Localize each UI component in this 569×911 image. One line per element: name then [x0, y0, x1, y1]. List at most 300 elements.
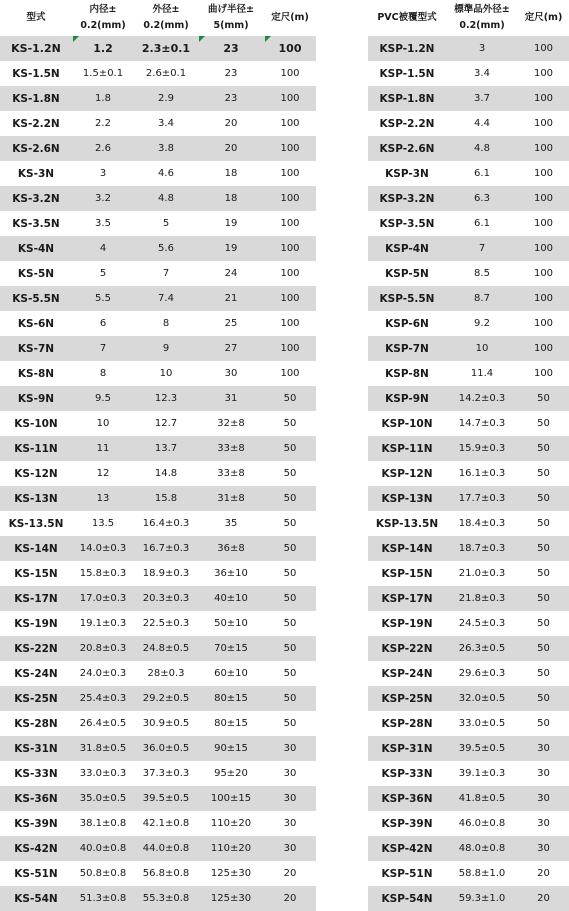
- pvc-model-cell: KSP-3.2N: [368, 186, 446, 211]
- pvc-model-cell: KSP-36N: [368, 786, 446, 811]
- bend-radius-cell: 23: [198, 61, 264, 86]
- standard-outer-diameter-cell: 9.2: [446, 311, 518, 336]
- pvc-model-cell: KSP-11N: [368, 436, 446, 461]
- length-cell: 100: [264, 61, 316, 86]
- model-cell: KS-11N: [0, 436, 72, 461]
- length-cell: 100: [518, 286, 569, 311]
- table-row: [368, 286, 569, 311]
- table-row: [0, 286, 316, 311]
- model-cell: KS-54N: [0, 886, 72, 911]
- length-cell: 100: [518, 136, 569, 161]
- table-row: [368, 611, 569, 636]
- length-cell: 50: [518, 461, 569, 486]
- pvc-model-cell: KSP-10N: [368, 411, 446, 436]
- length-cell: 100: [518, 36, 569, 61]
- length-cell: 100: [264, 136, 316, 161]
- table-row: [0, 886, 316, 911]
- length-cell: 100: [518, 111, 569, 136]
- inner-diameter-cell: 19.1±0.3: [72, 611, 134, 636]
- standard-outer-diameter-cell: 21.0±0.3: [446, 561, 518, 586]
- table-row: [368, 211, 569, 236]
- length-cell: 100: [264, 311, 316, 336]
- model-cell: KS-13N: [0, 486, 72, 511]
- bend-radius-cell: 35: [198, 511, 264, 536]
- table-row: [368, 161, 569, 186]
- pvc-model-cell: KSP-1.2N: [368, 36, 446, 61]
- pvc-model-cell: KSP-31N: [368, 736, 446, 761]
- table-header-row: [368, 0, 569, 36]
- table-row: [368, 36, 569, 61]
- outer-diameter-cell: 42.1±0.8: [134, 811, 198, 836]
- pvc-model-cell: KSP-6N: [368, 311, 446, 336]
- model-cell: KS-2.6N: [0, 136, 72, 161]
- model-cell: KS-4N: [0, 236, 72, 261]
- model-cell: KS-22N: [0, 636, 72, 661]
- bend-radius-cell: 21: [198, 286, 264, 311]
- bend-radius-cell: 80±15: [198, 711, 264, 736]
- outer-diameter-cell: 20.3±0.3: [134, 586, 198, 611]
- bend-radius-cell: 31: [198, 386, 264, 411]
- table-row: [368, 386, 569, 411]
- length-cell: 50: [264, 461, 316, 486]
- length-cell: 50: [264, 636, 316, 661]
- model-cell: KS-36N: [0, 786, 72, 811]
- table-row: [0, 761, 316, 786]
- model-cell: KS-12N: [0, 461, 72, 486]
- table-row: [0, 311, 316, 336]
- table-row: [0, 111, 316, 136]
- table-row: [368, 236, 569, 261]
- pvc-model-cell: KSP-39N: [368, 811, 446, 836]
- standard-outer-diameter-cell: 6.1: [446, 211, 518, 236]
- model-cell: KS-8N: [0, 361, 72, 386]
- table-row: [368, 536, 569, 561]
- inner-diameter-cell: 40.0±0.8: [72, 836, 134, 861]
- model-cell: KS-39N: [0, 811, 72, 836]
- length-cell: 100: [518, 161, 569, 186]
- model-cell: KS-1.8N: [0, 86, 72, 111]
- length-cell: 50: [518, 586, 569, 611]
- model-cell: KS-14N: [0, 536, 72, 561]
- length-cell: 100: [518, 336, 569, 361]
- table-row: [0, 611, 316, 636]
- bend-radius-cell: 33±8: [198, 461, 264, 486]
- length-cell: 50: [518, 436, 569, 461]
- length-cell: 50: [264, 686, 316, 711]
- length-cell: 50: [264, 611, 316, 636]
- length-cell: 50: [264, 411, 316, 436]
- model-cell: KS-1.2N: [0, 36, 72, 61]
- standard-outer-diameter-cell: 4.4: [446, 111, 518, 136]
- pvc-model-cell: KSP-12N: [368, 461, 446, 486]
- bend-radius-cell: 23: [198, 86, 264, 111]
- bend-radius-cell: 95±20: [198, 761, 264, 786]
- model-cell: KS-1.5N: [0, 61, 72, 86]
- table-row: [0, 386, 316, 411]
- table-row: [368, 811, 569, 836]
- inner-diameter-cell: 35.0±0.5: [72, 786, 134, 811]
- inner-diameter-cell: 26.4±0.5: [72, 711, 134, 736]
- table-row: [0, 136, 316, 161]
- inner-diameter-cell: 13: [72, 486, 134, 511]
- length-cell: 100: [264, 261, 316, 286]
- inner-diameter-cell: 10: [72, 411, 134, 436]
- table-row: [368, 111, 569, 136]
- length-cell: 30: [518, 836, 569, 861]
- bend-radius-cell: 27: [198, 336, 264, 361]
- length-cell: 20: [264, 886, 316, 911]
- length-cell: 100: [264, 236, 316, 261]
- bend-radius-cell: 25: [198, 311, 264, 336]
- bend-radius-cell: 18: [198, 161, 264, 186]
- outer-diameter-cell: 18.9±0.3: [134, 561, 198, 586]
- outer-diameter-cell: 14.8: [134, 461, 198, 486]
- outer-diameter-cell: 9: [134, 336, 198, 361]
- standard-outer-diameter-cell: 17.7±0.3: [446, 486, 518, 511]
- model-cell: KS-2.2N: [0, 111, 72, 136]
- standard-outer-diameter-cell: 6.1: [446, 161, 518, 186]
- length-cell: 50: [264, 436, 316, 461]
- table-row: [368, 436, 569, 461]
- header-bend-radius-label: 曲げ半径± 5(mm): [208, 4, 254, 31]
- inner-diameter-cell: 15.8±0.3: [72, 561, 134, 586]
- pvc-model-cell: KSP-3.5N: [368, 211, 446, 236]
- outer-diameter-cell: 44.0±0.8: [134, 836, 198, 861]
- inner-diameter-cell: 4: [72, 236, 134, 261]
- outer-diameter-cell: 2.9: [134, 86, 198, 111]
- table-row: [0, 261, 316, 286]
- table-row: [0, 211, 316, 236]
- table-row: [368, 136, 569, 161]
- table-row: [0, 61, 316, 86]
- length-cell: 50: [518, 511, 569, 536]
- header-outer-diameter: [134, 0, 198, 36]
- outer-diameter-cell: 3.8: [134, 136, 198, 161]
- length-cell: 100: [264, 36, 316, 61]
- table-row: [0, 461, 316, 486]
- inner-diameter-cell: 5: [72, 261, 134, 286]
- standard-outer-diameter-cell: 18.4±0.3: [446, 511, 518, 536]
- table-row: [0, 786, 316, 811]
- pvc-model-cell: KSP-33N: [368, 761, 446, 786]
- pvc-model-cell: KSP-51N: [368, 861, 446, 886]
- standard-outer-diameter-cell: 32.0±0.5: [446, 686, 518, 711]
- outer-diameter-cell: 10: [134, 361, 198, 386]
- inner-diameter-cell: 2.2: [72, 111, 134, 136]
- table-row: [368, 86, 569, 111]
- standard-outer-diameter-cell: 46.0±0.8: [446, 811, 518, 836]
- table-row: [368, 411, 569, 436]
- table-row: [0, 736, 316, 761]
- inner-diameter-cell: 17.0±0.3: [72, 586, 134, 611]
- inner-diameter-cell: 3: [72, 161, 134, 186]
- header-inner-diameter-label: 内径± 0.2(mm): [80, 4, 126, 31]
- table-row: [368, 736, 569, 761]
- outer-diameter-cell: 16.7±0.3: [134, 536, 198, 561]
- bend-radius-cell: 100±15: [198, 786, 264, 811]
- standard-outer-diameter-cell: 8.7: [446, 286, 518, 311]
- bend-radius-cell: 32±8: [198, 411, 264, 436]
- inner-diameter-cell: 24.0±0.3: [72, 661, 134, 686]
- length-cell: 100: [264, 211, 316, 236]
- length-cell: 50: [518, 611, 569, 636]
- table-row: [368, 561, 569, 586]
- model-cell: KS-6N: [0, 311, 72, 336]
- outer-diameter-cell: 3.4: [134, 111, 198, 136]
- table-row: [0, 686, 316, 711]
- header-outer-diameter-label: 外径± 0.2(mm): [143, 4, 189, 31]
- length-cell: 30: [264, 761, 316, 786]
- model-cell: KS-9N: [0, 386, 72, 411]
- header-standard-outer-diameter-label: 標準品外径± 0.2(mm): [454, 4, 510, 31]
- bend-radius-cell: 18: [198, 186, 264, 211]
- inner-diameter-cell: 1.8: [72, 86, 134, 111]
- table-row: [0, 436, 316, 461]
- table-header-row: [0, 0, 316, 36]
- table-row: [0, 561, 316, 586]
- length-cell: 100: [518, 61, 569, 86]
- outer-diameter-cell: 22.5±0.3: [134, 611, 198, 636]
- model-cell: KS-3N: [0, 161, 72, 186]
- length-cell: 100: [264, 361, 316, 386]
- bend-radius-cell: 36±8: [198, 536, 264, 561]
- length-cell: 50: [518, 386, 569, 411]
- outer-diameter-cell: 15.8: [134, 486, 198, 511]
- header-pvc-model: PVC被覆型式: [368, 0, 446, 36]
- pvc-model-cell: KSP-17N: [368, 586, 446, 611]
- pvc-model-cell: KSP-7N: [368, 336, 446, 361]
- length-cell: 30: [518, 736, 569, 761]
- inner-diameter-cell: 25.4±0.3: [72, 686, 134, 711]
- standard-outer-diameter-cell: 7: [446, 236, 518, 261]
- pvc-model-cell: KSP-1.8N: [368, 86, 446, 111]
- table-row: [0, 511, 316, 536]
- length-cell: 100: [518, 211, 569, 236]
- outer-diameter-cell: 39.5±0.5: [134, 786, 198, 811]
- model-cell: KS-33N: [0, 761, 72, 786]
- standard-outer-diameter-cell: 33.0±0.5: [446, 711, 518, 736]
- table-row: [0, 161, 316, 186]
- length-cell: 100: [264, 286, 316, 311]
- table-row: [0, 86, 316, 111]
- length-cell: 100: [264, 161, 316, 186]
- inner-diameter-cell: 20.8±0.3: [72, 636, 134, 661]
- length-cell: 30: [264, 736, 316, 761]
- length-cell: 30: [518, 811, 569, 836]
- standard-outer-diameter-cell: 3: [446, 36, 518, 61]
- ksp-spec-table: [368, 0, 569, 911]
- bend-radius-cell: 36±10: [198, 561, 264, 586]
- standard-outer-diameter-cell: 21.8±0.3: [446, 586, 518, 611]
- standard-outer-diameter-cell: 39.1±0.3: [446, 761, 518, 786]
- header-model: 型式: [0, 0, 72, 36]
- outer-diameter-cell: 24.8±0.5: [134, 636, 198, 661]
- standard-outer-diameter-cell: 24.5±0.3: [446, 611, 518, 636]
- outer-diameter-cell: 8: [134, 311, 198, 336]
- inner-diameter-cell: 1.2: [72, 36, 134, 61]
- table-row: [368, 336, 569, 361]
- header-length: 定尺(m): [264, 0, 316, 36]
- bend-radius-cell: 24: [198, 261, 264, 286]
- model-cell: KS-17N: [0, 586, 72, 611]
- standard-outer-diameter-cell: 59.3±1.0: [446, 886, 518, 911]
- length-cell: 50: [518, 661, 569, 686]
- pvc-model-cell: KSP-13N: [368, 486, 446, 511]
- inner-diameter-cell: 38.1±0.8: [72, 811, 134, 836]
- standard-outer-diameter-cell: 14.2±0.3: [446, 386, 518, 411]
- outer-diameter-cell: 5.6: [134, 236, 198, 261]
- pvc-model-cell: KSP-5N: [368, 261, 446, 286]
- outer-diameter-cell: 5: [134, 211, 198, 236]
- length-cell: 100: [264, 336, 316, 361]
- pvc-model-cell: KSP-28N: [368, 711, 446, 736]
- table-row: [368, 186, 569, 211]
- bend-radius-cell: 125±30: [198, 886, 264, 911]
- pvc-model-cell: KSP-24N: [368, 661, 446, 686]
- table-row: [0, 636, 316, 661]
- table-row: [0, 811, 316, 836]
- outer-diameter-cell: 30.9±0.5: [134, 711, 198, 736]
- pvc-model-cell: KSP-1.5N: [368, 61, 446, 86]
- standard-outer-diameter-cell: 10: [446, 336, 518, 361]
- bend-radius-cell: 31±8: [198, 486, 264, 511]
- table-row: [0, 361, 316, 386]
- standard-outer-diameter-cell: 58.8±1.0: [446, 861, 518, 886]
- bend-radius-cell: 110±20: [198, 811, 264, 836]
- standard-outer-diameter-cell: 8.5: [446, 261, 518, 286]
- model-cell: KS-28N: [0, 711, 72, 736]
- table-row: [0, 486, 316, 511]
- table-row: [368, 261, 569, 286]
- outer-diameter-cell: 36.0±0.5: [134, 736, 198, 761]
- standard-outer-diameter-cell: 18.7±0.3: [446, 536, 518, 561]
- standard-outer-diameter-cell: 41.8±0.5: [446, 786, 518, 811]
- pvc-model-cell: KSP-42N: [368, 836, 446, 861]
- table-row: [368, 686, 569, 711]
- bend-radius-cell: 125±30: [198, 861, 264, 886]
- table-row: [368, 361, 569, 386]
- bend-radius-cell: 90±15: [198, 736, 264, 761]
- length-cell: 20: [518, 886, 569, 911]
- length-cell: 50: [518, 636, 569, 661]
- length-cell: 100: [518, 236, 569, 261]
- length-cell: 50: [264, 661, 316, 686]
- outer-diameter-cell: 12.3: [134, 386, 198, 411]
- length-cell: 50: [518, 711, 569, 736]
- length-cell: 50: [518, 536, 569, 561]
- pvc-model-cell: KSP-5.5N: [368, 286, 446, 311]
- table-row: [368, 861, 569, 886]
- bend-radius-cell: 110±20: [198, 836, 264, 861]
- length-cell: 50: [518, 686, 569, 711]
- bend-radius-cell: 40±10: [198, 586, 264, 611]
- bend-radius-cell: 23: [198, 36, 264, 61]
- length-cell: 50: [264, 586, 316, 611]
- table-row: [0, 336, 316, 361]
- table-row: [368, 586, 569, 611]
- table-row: [368, 761, 569, 786]
- pvc-model-cell: KSP-14N: [368, 536, 446, 561]
- header-length: 定尺(m): [518, 0, 569, 36]
- outer-diameter-cell: 4.8: [134, 186, 198, 211]
- bend-radius-cell: 80±15: [198, 686, 264, 711]
- model-cell: KS-7N: [0, 336, 72, 361]
- model-cell: KS-42N: [0, 836, 72, 861]
- inner-diameter-cell: 14.0±0.3: [72, 536, 134, 561]
- inner-diameter-cell: 7: [72, 336, 134, 361]
- length-cell: 50: [518, 561, 569, 586]
- outer-diameter-cell: 2.3±0.1: [134, 36, 198, 61]
- length-cell: 50: [264, 486, 316, 511]
- inner-diameter-cell: 51.3±0.8: [72, 886, 134, 911]
- outer-diameter-cell: 28±0.3: [134, 661, 198, 686]
- model-cell: KS-13.5N: [0, 511, 72, 536]
- length-cell: 100: [518, 261, 569, 286]
- bend-radius-cell: 60±10: [198, 661, 264, 686]
- outer-diameter-cell: 13.7: [134, 436, 198, 461]
- inner-diameter-cell: 13.5: [72, 511, 134, 536]
- pvc-model-cell: KSP-54N: [368, 886, 446, 911]
- model-cell: KS-15N: [0, 561, 72, 586]
- bend-radius-cell: 70±15: [198, 636, 264, 661]
- inner-diameter-cell: 33.0±0.3: [72, 761, 134, 786]
- pvc-model-cell: KSP-22N: [368, 636, 446, 661]
- outer-diameter-cell: 56.8±0.8: [134, 861, 198, 886]
- table-row: [368, 661, 569, 686]
- inner-diameter-cell: 9.5: [72, 386, 134, 411]
- header-bend-radius: [198, 0, 264, 36]
- length-cell: 100: [518, 311, 569, 336]
- standard-outer-diameter-cell: 26.3±0.5: [446, 636, 518, 661]
- length-cell: 100: [518, 361, 569, 386]
- table-row: [368, 636, 569, 661]
- outer-diameter-cell: 2.6±0.1: [134, 61, 198, 86]
- outer-diameter-cell: 7.4: [134, 286, 198, 311]
- inner-diameter-cell: 1.5±0.1: [72, 61, 134, 86]
- length-cell: 30: [264, 811, 316, 836]
- header-inner-diameter: [72, 0, 134, 36]
- length-cell: 50: [264, 536, 316, 561]
- table-row: [368, 461, 569, 486]
- table-row: [0, 536, 316, 561]
- pvc-model-cell: KSP-9N: [368, 386, 446, 411]
- length-cell: 50: [518, 486, 569, 511]
- length-cell: 30: [518, 761, 569, 786]
- model-cell: KS-10N: [0, 411, 72, 436]
- outer-diameter-cell: 12.7: [134, 411, 198, 436]
- comment-marker-icon: [73, 36, 79, 42]
- table-row: [0, 186, 316, 211]
- outer-diameter-cell: 7: [134, 261, 198, 286]
- inner-diameter-cell: 2.6: [72, 136, 134, 161]
- model-cell: KS-19N: [0, 611, 72, 636]
- standard-outer-diameter-cell: 3.4: [446, 61, 518, 86]
- table-row: [0, 411, 316, 436]
- model-cell: KS-5.5N: [0, 286, 72, 311]
- standard-outer-diameter-cell: 11.4: [446, 361, 518, 386]
- length-cell: 50: [518, 411, 569, 436]
- table-row: [368, 61, 569, 86]
- inner-diameter-cell: 3.5: [72, 211, 134, 236]
- table-row: [368, 486, 569, 511]
- model-cell: KS-51N: [0, 861, 72, 886]
- bend-radius-cell: 20: [198, 111, 264, 136]
- table-row: [368, 711, 569, 736]
- length-cell: 100: [264, 111, 316, 136]
- standard-outer-diameter-cell: 3.7: [446, 86, 518, 111]
- outer-diameter-cell: 37.3±0.3: [134, 761, 198, 786]
- model-cell: KS-25N: [0, 686, 72, 711]
